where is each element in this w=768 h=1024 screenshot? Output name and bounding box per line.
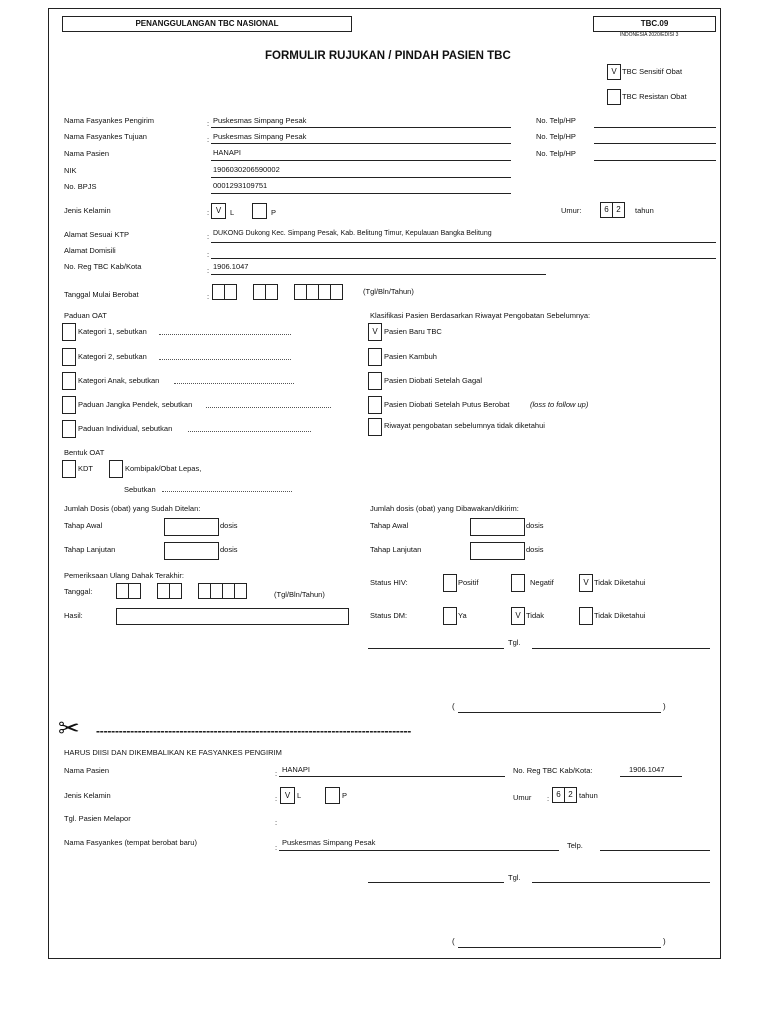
- dm-option: Tidak: [526, 611, 545, 620]
- tbc-resistan-checkbox[interactable]: [607, 89, 621, 105]
- form-code-box: [593, 16, 716, 32]
- ditelan-lanjutan-input[interactable]: [164, 542, 219, 560]
- tbc-sensitif-checkbox[interactable]: V: [607, 64, 621, 80]
- paduan-title: Paduan OAT: [64, 311, 107, 320]
- hiv-option: Positif: [458, 578, 479, 587]
- gender-male-label: L: [230, 208, 235, 217]
- kombipak-label: Kombipak/Obat Lepas,: [125, 464, 202, 473]
- ditelan-title: Jumlah Dosis (obat) yang Sudah Ditelan:: [64, 504, 201, 513]
- return-patient-label: Nama Pasien: [64, 766, 110, 775]
- sender-phone-label: No. Telp/HP: [536, 116, 576, 125]
- klasifikasi-item: Pasien Baru TBC: [384, 327, 442, 336]
- dm-checkbox[interactable]: [579, 607, 593, 625]
- colon: :: [275, 769, 278, 778]
- report-date-label: Tgl. Pasien Melapor: [64, 814, 131, 823]
- paduan-dots[interactable]: [159, 334, 291, 335]
- return-patient-value[interactable]: HANAPI: [282, 765, 310, 774]
- age-digits[interactable]: [600, 202, 624, 218]
- return-reg-line: [620, 776, 682, 777]
- klasifikasi-item: Riwayat pengobatan sebelumnya tidak diketahui: [384, 421, 545, 430]
- new-facility-label: Nama Fasyankes (tempat berobat baru): [64, 838, 197, 847]
- program-title-box: [62, 16, 352, 32]
- ktp-address-line: [211, 242, 716, 243]
- receiver-label: Nama Fasyankes Tujuan: [64, 132, 147, 141]
- return-male-label: L: [297, 791, 302, 800]
- return-female-label: P: [342, 791, 348, 800]
- return-reg-value[interactable]: 1906.1047: [629, 765, 665, 774]
- colon: :: [207, 250, 210, 259]
- return-female-checkbox[interactable]: [325, 787, 340, 804]
- colon: :: [275, 818, 278, 827]
- dibawa-awal-input[interactable]: [470, 518, 525, 536]
- hiv-checkbox[interactable]: [443, 574, 457, 592]
- tbc-sensitif-label: TBC Sensitif Obat: [622, 67, 683, 76]
- colon: :: [547, 794, 550, 803]
- hiv-option: Negatif: [530, 578, 554, 587]
- start-date-month[interactable]: [253, 284, 277, 300]
- sebutkan-label: Sebutkan: [124, 485, 156, 494]
- return-phone-label: Telp.: [567, 841, 583, 850]
- age-unit: tahun: [635, 206, 654, 215]
- age-digit: 2: [564, 787, 577, 803]
- reg-label: No. Reg TBC Kab/Kota: [64, 262, 142, 271]
- gender-male-checkbox[interactable]: V: [211, 203, 226, 219]
- hiv-label: Status HIV:: [370, 578, 408, 587]
- kdt-checkbox[interactable]: [62, 460, 76, 478]
- sender-value[interactable]: Puskesmas Simpang Pesak: [213, 116, 307, 125]
- ltfu-note: (loss to follow up): [530, 400, 589, 409]
- ditelan-awal-unit: dosis: [220, 521, 238, 530]
- return-tgl-label: Tgl.: [508, 873, 521, 882]
- place-line[interactable]: [368, 648, 504, 649]
- return-patient-line: [279, 776, 505, 777]
- return-title: HARUS DIISI DAN DIKEMBALIKAN KE FASYANKES PENGIRIM: [64, 748, 282, 757]
- dahak-result-input[interactable]: [116, 608, 349, 625]
- sebutkan-dots[interactable]: [162, 491, 292, 492]
- dahak-date-label: Tanggal:: [64, 587, 93, 596]
- patient-label: Nama Pasien: [64, 149, 110, 158]
- colon: :: [275, 843, 278, 852]
- nik-label: NIK: [64, 166, 77, 175]
- start-date-label: Tanggal Mulai Berobat: [64, 290, 139, 299]
- receiver-value[interactable]: Puskesmas Simpang Pesak: [213, 132, 307, 141]
- return-place-line[interactable]: [368, 882, 504, 883]
- paduan-item: Kategori 1, sebutkan: [78, 327, 147, 336]
- gender-female-label: P: [271, 208, 277, 217]
- colon: :: [207, 266, 210, 275]
- dibawa-lanjutan-input[interactable]: [470, 542, 525, 560]
- form-code: TBC.09: [640, 19, 669, 28]
- patient-phone-label: No. Telp/HP: [536, 149, 576, 158]
- dahak-month[interactable]: [157, 583, 181, 599]
- paduan-item: Kategori 2, sebutkan: [78, 352, 147, 361]
- return-sign-open-paren: (: [452, 937, 455, 946]
- return-phone-line[interactable]: [600, 850, 710, 851]
- ditelan-lanjutan-unit: dosis: [220, 545, 238, 554]
- colon: :: [275, 794, 278, 803]
- patient-phone-line[interactable]: [594, 160, 716, 161]
- page-title: FORMULIR RUJUKAN / PINDAH PASIEN TBC: [265, 50, 511, 62]
- return-gender-label: Jenis Kelamin: [64, 791, 111, 800]
- return-reg-label: No. Reg TBC Kab/Kota:: [513, 766, 593, 775]
- edition: INDONESIA 2020/EDISI 3: [620, 32, 679, 38]
- tgl-label: Tgl.: [508, 638, 521, 647]
- bentuk-title: Bentuk OAT: [64, 448, 105, 457]
- klasifikasi-checkbox[interactable]: [368, 348, 382, 366]
- start-date-year[interactable]: [294, 284, 342, 300]
- signature-line[interactable]: [458, 712, 661, 713]
- dahak-date-format: (Tgl/Bln/Tahun): [274, 590, 325, 599]
- ditelan-awal-label: Tahap Awal: [64, 521, 103, 530]
- new-facility-line: [279, 850, 559, 851]
- age-digit: 6: [552, 787, 565, 803]
- dm-checkbox[interactable]: V: [511, 607, 525, 625]
- dibawa-lanjutan-unit: dosis: [526, 545, 544, 554]
- dm-option: Tidak Diketahui: [594, 611, 646, 620]
- bpjs-value[interactable]: 0001293109751: [213, 181, 268, 190]
- bpjs-line: [211, 193, 511, 194]
- klasifikasi-item: Pasien Diobati Setelah Gagal: [384, 376, 482, 385]
- dm-label: Status DM:: [370, 611, 408, 620]
- hiv-checkbox[interactable]: [511, 574, 525, 592]
- return-signature-line[interactable]: [458, 947, 661, 948]
- klasifikasi-checkbox[interactable]: V: [368, 323, 382, 341]
- patient-line: [211, 160, 511, 161]
- klasifikasi-checkbox[interactable]: [368, 418, 382, 436]
- sender-phone-line[interactable]: [594, 127, 716, 128]
- paduan-item: Kategori Anak, sebutkan: [78, 376, 160, 385]
- klasifikasi-checkbox[interactable]: [368, 372, 382, 390]
- date-line[interactable]: [532, 648, 710, 649]
- paduan-dots[interactable]: [174, 383, 294, 384]
- new-facility-value[interactable]: Puskesmas Simpang Pesak: [282, 838, 376, 847]
- paduan-dots[interactable]: [188, 431, 311, 432]
- klasifikasi-item: Pasien Diobati Setelah Putus Berobat: [384, 400, 510, 409]
- colon: :: [207, 232, 210, 241]
- dahak-title: Pemeriksaan Ulang Dahak Terakhir:: [64, 571, 184, 580]
- receiver-line: [211, 143, 511, 144]
- ditelan-awal-input[interactable]: [164, 518, 219, 536]
- sign-open-paren: (: [452, 702, 455, 711]
- return-age-unit: tahun: [579, 791, 598, 800]
- return-age-digits[interactable]: [552, 787, 576, 803]
- sender-line: [211, 127, 511, 128]
- age-digit: 6: [600, 202, 613, 218]
- dm-option: Ya: [458, 611, 467, 620]
- kombipak-checkbox[interactable]: [109, 460, 123, 478]
- tbc-resistan-label: TBC Resistan Obat: [622, 92, 687, 101]
- dibawa-title: Jumlah dosis (obat) yang Dibawakan/dikirim:: [370, 504, 519, 513]
- colon: :: [207, 119, 210, 128]
- form-frame: [48, 8, 721, 959]
- cut-dashes: -----------------------------------------------------------------------------------: [96, 724, 412, 738]
- return-sign-close-paren: ): [663, 937, 666, 946]
- age-label: Umur:: [561, 206, 582, 215]
- nik-value[interactable]: 1906030206590002: [213, 165, 280, 174]
- paduan-dots[interactable]: [159, 359, 291, 360]
- receiver-phone-label: No. Telp/HP: [536, 132, 576, 141]
- age-digit: 2: [612, 202, 625, 218]
- colon: :: [207, 135, 210, 144]
- kdt-label: KDT: [78, 464, 93, 473]
- paduan-checkbox[interactable]: [62, 372, 76, 390]
- dm-checkbox[interactable]: [443, 607, 457, 625]
- klasifikasi-item: Pasien Kambuh: [384, 352, 437, 361]
- gender-female-checkbox[interactable]: [252, 203, 267, 219]
- paduan-item: Paduan Jangka Pendek, sebutkan: [78, 400, 193, 409]
- paduan-checkbox[interactable]: [62, 396, 76, 414]
- paduan-dots[interactable]: [206, 407, 331, 408]
- reg-line: [211, 274, 546, 275]
- patient-value[interactable]: HANAPI: [213, 148, 241, 157]
- dahak-day[interactable]: [116, 583, 140, 599]
- nik-line: [211, 177, 511, 178]
- reg-value[interactable]: 1906.1047: [213, 262, 249, 271]
- domisili-line[interactable]: [211, 258, 716, 259]
- paduan-checkbox[interactable]: [62, 348, 76, 366]
- paduan-checkbox[interactable]: [62, 420, 76, 438]
- sign-close-paren: ): [663, 702, 666, 711]
- ditelan-lanjutan-label: Tahap Lanjutan: [64, 545, 116, 554]
- sender-label: Nama Fasyankes Pengirim: [64, 116, 155, 125]
- dahak-year[interactable]: [198, 583, 246, 599]
- domisili-label: Alamat Domisili: [64, 246, 116, 255]
- klasifikasi-title: Klasifikasi Pasien Berdasarkan Riwayat Pengobatan Sebelumnya:: [370, 311, 591, 320]
- return-age-label: Umur: [513, 793, 532, 802]
- dibawa-awal-label: Tahap Awal: [370, 521, 409, 530]
- receiver-phone-line[interactable]: [594, 143, 716, 144]
- gender-label: Jenis Kelamin: [64, 206, 111, 215]
- dahak-result-label: Hasil:: [64, 611, 83, 620]
- start-date-day[interactable]: [212, 284, 236, 300]
- scissors-icon: ✂: [58, 714, 80, 744]
- klasifikasi-checkbox[interactable]: [368, 396, 382, 414]
- hiv-option: Tidak Diketahui: [594, 578, 646, 587]
- paduan-item: Paduan Individual, sebutkan: [78, 424, 173, 433]
- ktp-address-label: Alamat Sesuai KTP: [64, 230, 130, 239]
- colon: :: [207, 208, 210, 217]
- return-male-checkbox[interactable]: V: [280, 787, 295, 804]
- hiv-checkbox[interactable]: V: [579, 574, 593, 592]
- bpjs-label: No. BPJS: [64, 182, 97, 191]
- colon: :: [207, 292, 210, 301]
- program-title: PENANGGULANGAN TBC NASIONAL: [135, 19, 279, 28]
- dibawa-awal-unit: dosis: [526, 521, 544, 530]
- return-date-line[interactable]: [532, 882, 710, 883]
- start-date-format: (Tgl/Bln/Tahun): [363, 287, 414, 296]
- ktp-address-value[interactable]: DUKONG Dukong Kec. Simpang Pesak, Kab. Belitung Timur, Kepulauan Bangka Belitung: [213, 230, 492, 237]
- dibawa-lanjutan-label: Tahap Lanjutan: [370, 545, 422, 554]
- paduan-checkbox[interactable]: [62, 323, 76, 341]
